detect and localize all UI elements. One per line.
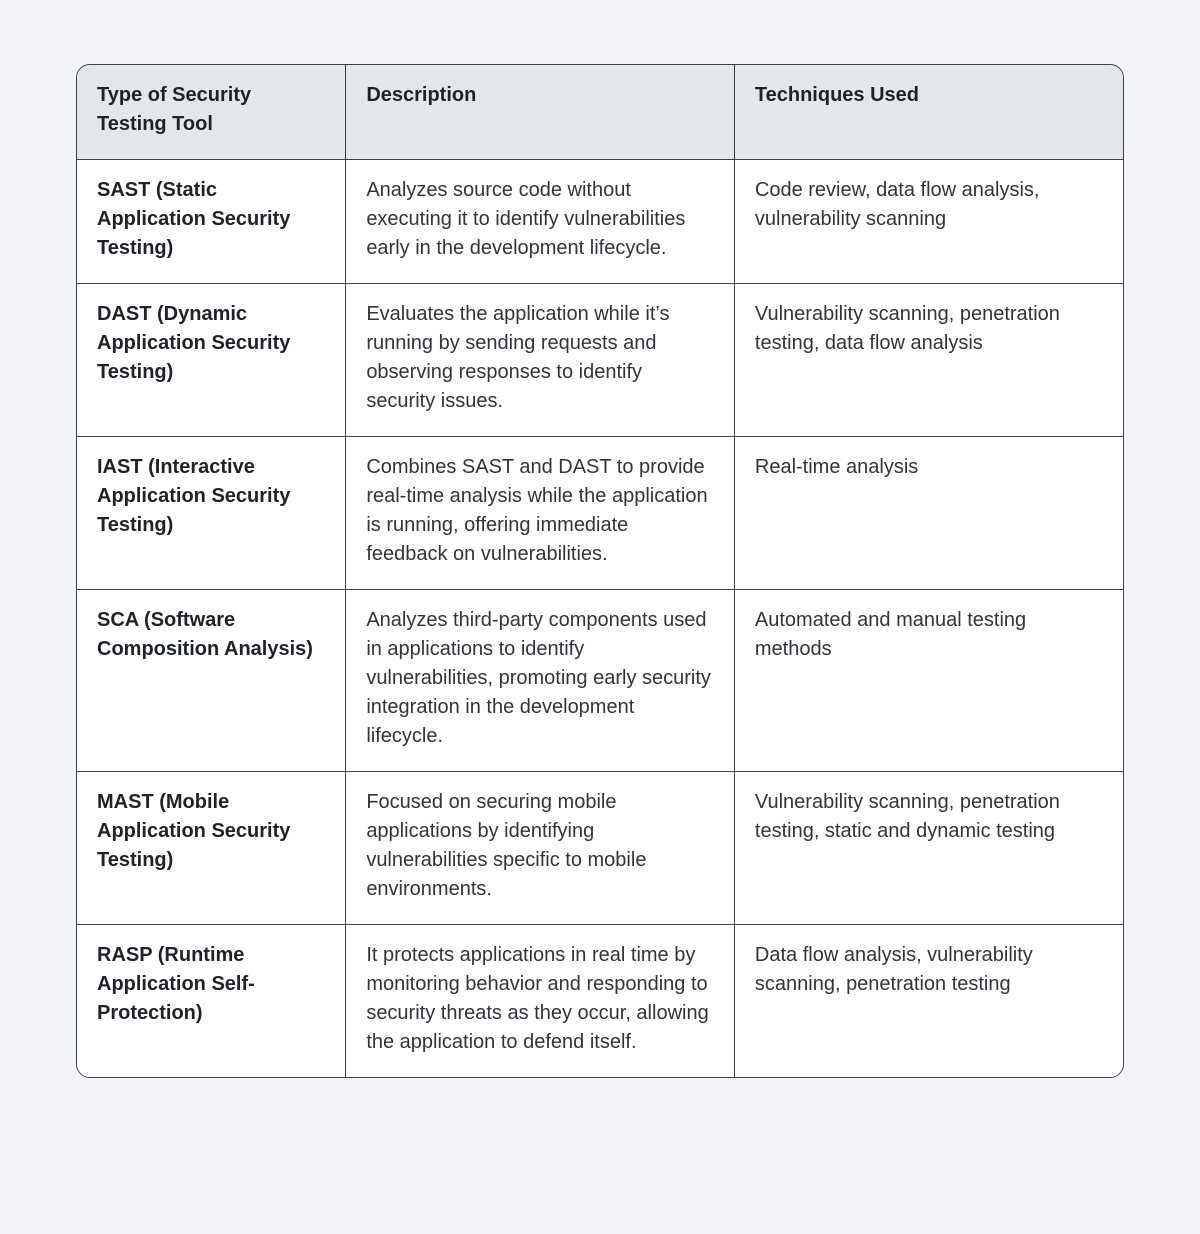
techniques-cell: Data flow analysis, vulnerability scanning, penetration testing bbox=[734, 925, 1123, 1078]
column-header-techniques: Techniques Used bbox=[734, 65, 1123, 160]
table-row-mast bbox=[77, 772, 1123, 925]
column-header-tool: Type of Security Testing Tool bbox=[77, 65, 346, 160]
description-cell: Analyzes source code without executing it to identify vulnerabilities early in the development lifecycle. bbox=[346, 160, 735, 284]
tool-cell: SCA (Software Composition Analysis) bbox=[77, 590, 346, 772]
security-testing-table-card bbox=[76, 64, 1124, 1078]
table-row-dast bbox=[77, 284, 1123, 437]
tool-cell: DAST (Dynamic Application Security Testing) bbox=[77, 284, 346, 437]
description-cell: Focused on securing mobile applications by identifying vulnerabilities specific to mobile environments. bbox=[346, 772, 735, 925]
description-cell: Combines SAST and DAST to provide real-time analysis while the application is running, offering immediate feedback on vulnerabilities. bbox=[346, 437, 735, 590]
tool-cell: RASP (Runtime Application Self-Protection) bbox=[77, 925, 346, 1078]
column-header-description: Description bbox=[346, 65, 735, 160]
table-row-rasp bbox=[77, 925, 1123, 1078]
table-row-iast bbox=[77, 437, 1123, 590]
tool-cell: SAST (Static Application Security Testing) bbox=[77, 160, 346, 284]
table-row-sast bbox=[77, 160, 1123, 284]
description-cell: Evaluates the application while it’s running by sending requests and observing responses to identify security issues. bbox=[346, 284, 735, 437]
security-testing-table bbox=[77, 65, 1123, 1077]
table-row-sca bbox=[77, 590, 1123, 772]
table-header bbox=[77, 65, 1123, 160]
techniques-cell: Code review, data flow analysis, vulnerability scanning bbox=[734, 160, 1123, 284]
description-cell: Analyzes third-party components used in applications to identify vulnerabilities, promoting early security integration in the development lifecycle. bbox=[346, 590, 735, 772]
tool-cell: MAST (Mobile Application Security Testing) bbox=[77, 772, 346, 925]
tool-cell: IAST (Interactive Application Security Testing) bbox=[77, 437, 346, 590]
techniques-cell: Real-time analysis bbox=[734, 437, 1123, 590]
techniques-cell: Vulnerability scanning, penetration testing, static and dynamic testing bbox=[734, 772, 1123, 925]
techniques-cell: Automated and manual testing methods bbox=[734, 590, 1123, 772]
description-cell: It protects applications in real time by monitoring behavior and responding to security threats as they occur, allowing the application to defend itself. bbox=[346, 925, 735, 1078]
techniques-cell: Vulnerability scanning, penetration testing, data flow analysis bbox=[734, 284, 1123, 437]
header-row bbox=[77, 65, 1123, 160]
table-body bbox=[77, 160, 1123, 1078]
